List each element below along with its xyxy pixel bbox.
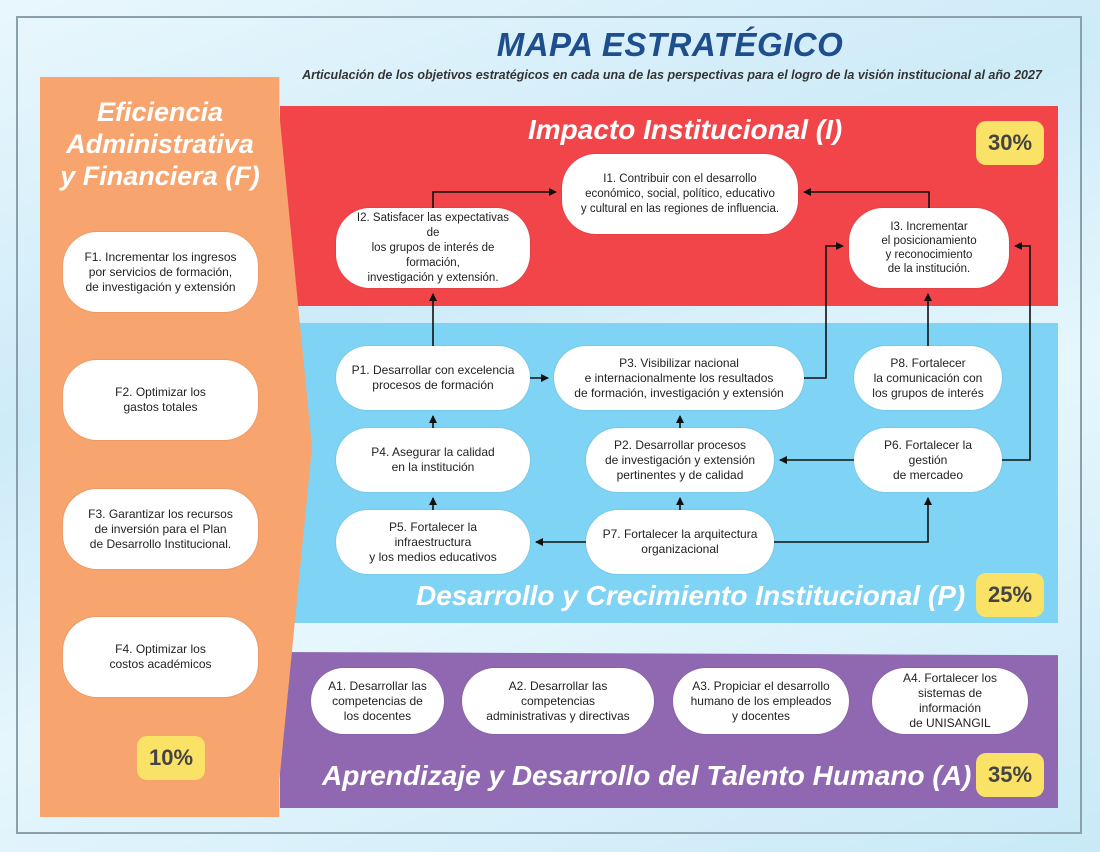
node-f2-line: gastos totales	[123, 400, 198, 414]
node-f3-line: de inversión para el Plan	[94, 521, 227, 536]
node-p8-line: los grupos de interés	[872, 385, 984, 400]
node-f4-line: costos académicos	[109, 657, 212, 671]
node-p6-line: de mercadeo	[892, 467, 964, 482]
node-p7-line: organizacional	[641, 542, 719, 556]
impacto-title: Impacto Institucional (I)	[528, 114, 843, 145]
node-p8-line: P8. Fortalecer	[890, 355, 966, 370]
node-f1-line: por servicios de formación,	[88, 264, 233, 279]
node-a3-line: humano de los empleados	[690, 693, 832, 708]
financiera-title-line-2: Administrativa	[66, 129, 254, 159]
financiera-title-line-1: Eficiencia	[96, 97, 224, 127]
node-a4-line: de UNISANGIL	[909, 716, 991, 730]
node-p5-line: P5. Fortalecer la infraestructura	[388, 519, 478, 549]
node-a2-line: administrativas y directivas	[486, 708, 630, 723]
arrow-p6-i3	[1002, 246, 1030, 460]
node-i3-line: de la institución.	[887, 263, 971, 275]
financiera-title-line-3: y Financiera (F)	[60, 161, 260, 191]
node-f3-line: de Desarrollo Institucional.	[89, 536, 232, 551]
node-f1-line: F1. Incrementar los ingresos	[84, 249, 237, 264]
node-i3-line: y reconocimiento	[885, 249, 973, 261]
node-i2-line: I2. Satisfacer las expectativas de	[356, 211, 510, 239]
aprendizaje-title: Aprendizaje y Desarrollo del Talento Humano (A)	[322, 760, 972, 791]
aprendizaje-percent-badge: 35%	[976, 753, 1044, 797]
node-a2-line: A2. Desarrollar las competencias	[508, 678, 608, 708]
page-title: MAPA ESTRATÉGICO	[496, 26, 844, 63]
node-a1-line: A1. Desarrollar las	[328, 678, 427, 693]
node-p6-line: P6. Fortalecer la gestión	[883, 437, 973, 467]
node-p4-line: en la institución	[391, 460, 475, 474]
node-p8-line: la comunicación con	[873, 370, 983, 385]
arrow-p3-i3	[804, 246, 843, 378]
node-p1-line: procesos de formación	[372, 378, 494, 392]
node-f4-line: F4. Optimizar los	[115, 642, 206, 656]
node-a1-line: los docentes	[343, 708, 412, 723]
node-f2-line: F2. Optimizar los	[115, 385, 206, 399]
node-p1-line: P1. Desarrollar con excelencia	[351, 363, 515, 377]
node-i1-line: económico, social, político, educativo	[585, 187, 775, 200]
node-p2-line: pertinentes y de calidad	[616, 467, 744, 482]
impacto-percent-badge: 30%	[976, 121, 1044, 165]
procesos-title: Desarrollo y Crecimiento Institucional (P)	[416, 580, 966, 611]
node-i3-line: I3. Incrementar	[890, 221, 968, 233]
node-p3-line: de formación, investigación y extensión	[574, 385, 784, 400]
node-p2-line: P2. Desarrollar procesos	[613, 437, 747, 452]
node-p3-line: P3. Visibilizar nacional	[619, 355, 739, 370]
page-subtitle: Articulación de los objetivos estratégicos en cada una de las perspectivas para el logro de la visión institucional al año 2027	[302, 68, 1042, 82]
node-p3-line: e internacionalmente los resultados	[584, 370, 774, 385]
node-p7-line: P7. Fortalecer la arquitectura	[602, 527, 758, 541]
arrow-i2-i1	[433, 192, 556, 208]
node-p5-line: y los medios educativos	[369, 549, 497, 564]
node-f1-line: de investigación y extensión	[85, 279, 236, 294]
node-i2-line: investigación y extensión.	[367, 271, 499, 284]
procesos-percent-badge: 25%	[976, 573, 1044, 617]
node-p2-line: de investigación y extensión	[604, 452, 756, 467]
node-a3-line: A3. Propiciar el desarrollo	[692, 678, 830, 693]
arrow-p7-p6	[774, 498, 928, 542]
arrow-i3-i1	[804, 192, 929, 208]
node-i2-line: los grupos de interés de formación,	[371, 241, 495, 269]
node-i1-line: y cultural en las regiones de influencia.	[580, 202, 780, 215]
node-a3-line: y docentes	[731, 708, 791, 723]
node-i1-line: I1. Contribuir con el desarrollo	[603, 172, 757, 185]
financiera-percent-badge: 10%	[137, 736, 205, 780]
node-a1-line: competencias de	[332, 693, 423, 708]
node-i3-line: el posicionamiento	[881, 235, 977, 247]
node-p4-line: P4. Asegurar la calidad	[371, 445, 495, 459]
node-a4-line: A4. Fortalecer los	[902, 671, 998, 685]
node-a4-line: sistemas de información	[917, 686, 983, 715]
node-f3-line: F3. Garantizar los recursos	[88, 506, 233, 521]
